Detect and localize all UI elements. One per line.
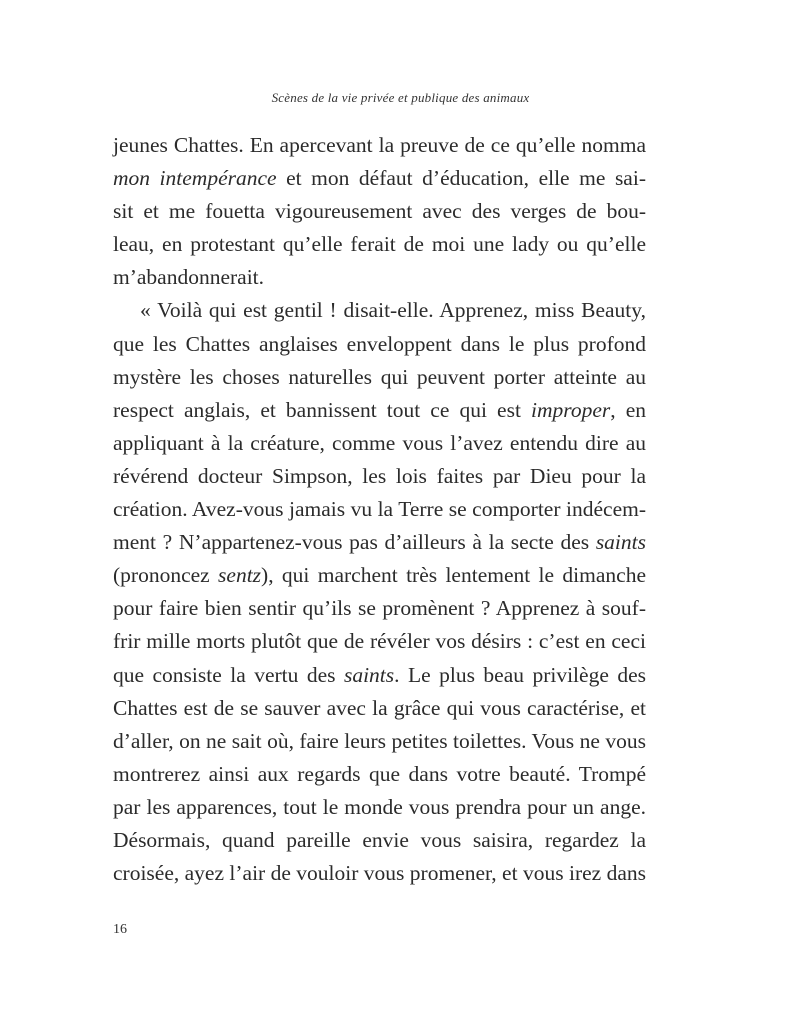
text-line <box>113 659 646 692</box>
text-run: « Voilà qui est gentil ! disait-elle. Apprenez, miss Beauty, <box>140 298 646 323</box>
text-run: que consiste la vertu des <box>113 662 344 687</box>
italic-text: saints <box>343 662 395 687</box>
text-run: Désormais, quand pareille envie vous saisira, regardez la <box>113 827 646 852</box>
text-line <box>113 261 646 294</box>
text-run: (prononcez <box>113 563 219 588</box>
text-line <box>113 228 646 261</box>
text-run: , en <box>610 397 647 422</box>
text-run: montrerez ainsi aux regards que dans votre beauté. Trompé <box>113 761 646 786</box>
text-run: Chattes est de se sauver avec la grâce qui vous caractérise, et <box>113 695 646 720</box>
text-run: pour faire bien sentir qu’ils se promènent ? Apprenez à souf- <box>113 596 646 621</box>
text-line <box>113 129 646 162</box>
text-run: ment ? N’appartenez-vous pas d’ailleurs à la secte des <box>113 530 596 555</box>
text-run: jeunes Chattes. En apercevant la preuve de ce qu’elle nomma <box>113 133 646 157</box>
text-line <box>113 394 646 427</box>
text-run: frir mille morts plutôt que de révéler vos désirs : c’est en ceci <box>113 629 646 654</box>
text-run: . Le plus beau privilège des <box>394 662 646 687</box>
text-line <box>113 824 646 857</box>
text-line <box>113 361 646 394</box>
text-run: sit et me fouetta vigoureusement avec des verges de bou- <box>113 199 646 224</box>
text-line <box>113 526 646 559</box>
italic-text: sentz <box>218 563 262 588</box>
text-line <box>113 460 646 493</box>
text-run: mystère les choses naturelles qui peuvent porter atteinte au <box>113 364 646 389</box>
body-text <box>113 129 646 890</box>
text-run: appliquant à la créature, comme vous l’avez entendu dire au <box>113 430 646 455</box>
text-run: et mon défaut d’éducation, elle me sai- <box>276 166 646 191</box>
text-run: croisée, ayez l’air de vouloir vous promener, et vous irez dans <box>113 861 646 886</box>
italic-text: mon intempérance <box>113 166 277 191</box>
italic-text: saints <box>595 530 646 555</box>
text-run: révérend docteur Simpson, les lois faites par Dieu pour la <box>113 463 646 488</box>
text-run: que les Chattes anglaises enveloppent dans le plus profond <box>113 331 646 356</box>
text-line <box>113 857 646 890</box>
text-line <box>113 758 646 791</box>
text-run: d’aller, on ne sait où, faire leurs petites toilettes. Vous ne vous <box>113 728 646 753</box>
text-run: m’abandonnerait. <box>113 265 265 290</box>
page-number: 16 <box>113 922 127 937</box>
text-line <box>113 791 646 824</box>
text-line <box>113 493 646 526</box>
text-line <box>113 328 646 361</box>
text-run: création. Avez-vous jamais vu la Terre se comporter indécem- <box>113 497 646 522</box>
text-run: ), qui marchent très lentement le dimanche <box>261 563 646 588</box>
running-head: Scènes de la vie privée et publique des animaux <box>271 90 530 105</box>
text-line <box>113 427 646 460</box>
text-line <box>113 725 646 758</box>
text-run: respect anglais, et bannissent tout ce qui est <box>113 397 532 422</box>
text-run: leau, en protestant qu’elle ferait de moi une lady ou qu’elle <box>113 232 646 257</box>
text-line <box>113 162 646 195</box>
italic-text: improper <box>531 397 611 422</box>
text-line <box>113 559 646 592</box>
text-line <box>113 592 646 625</box>
text-run: par les apparences, tout le monde vous prendra pour un ange. <box>113 794 646 819</box>
text-line <box>113 625 646 658</box>
text-line <box>113 195 646 228</box>
text-line <box>113 294 646 327</box>
text-line <box>113 692 646 725</box>
